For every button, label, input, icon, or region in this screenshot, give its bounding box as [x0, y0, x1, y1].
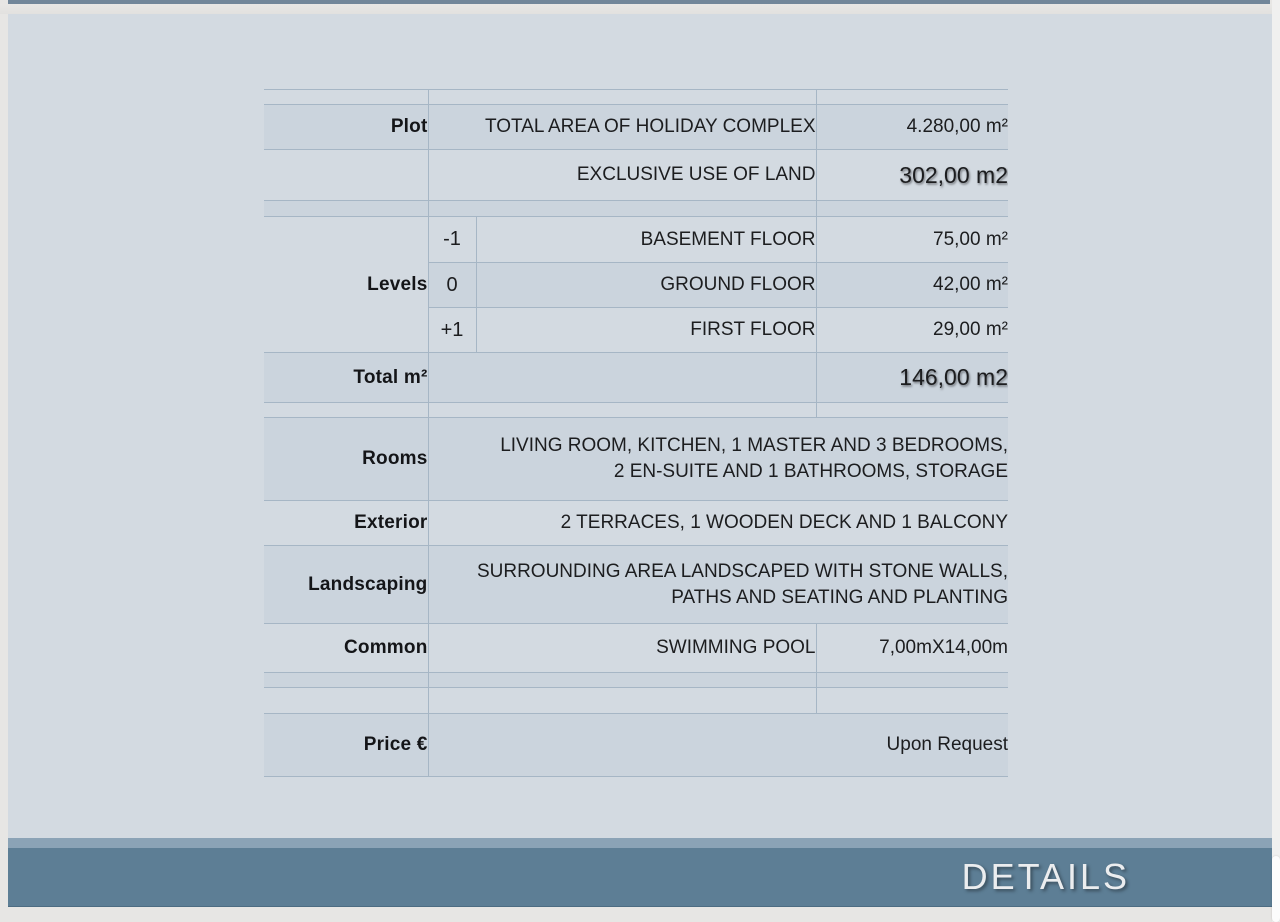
levels-label: Levels	[264, 217, 428, 353]
spacer-row	[264, 673, 1008, 688]
footer-accent-band	[8, 838, 1272, 848]
exclusive-label	[264, 150, 428, 201]
common-description: SWIMMING POOL	[428, 624, 816, 673]
table-row-common	[264, 624, 1008, 673]
ground-floor-area: 42,00 m²	[816, 263, 1008, 308]
spacer-cell	[816, 673, 1008, 688]
rooms-description	[428, 418, 1008, 501]
total-empty-cell	[428, 353, 816, 403]
spacer-cell	[816, 688, 1008, 714]
spacer-cell	[264, 90, 428, 105]
spacer-cell	[428, 201, 816, 217]
spacer-cell	[816, 90, 1008, 105]
top-gap	[0, 4, 1280, 14]
basement-level-number: -1	[428, 217, 476, 263]
spacer-row	[264, 201, 1008, 217]
spacer-row	[264, 403, 1008, 418]
spacer-cell	[264, 673, 428, 688]
first-floor-area: 29,00 m²	[816, 308, 1008, 353]
exterior-label: Exterior	[264, 501, 428, 546]
spacer-cell	[428, 688, 816, 714]
spacer-cell	[264, 688, 428, 714]
table-row-landscaping	[264, 546, 1008, 624]
rooms-description-line2: 2 EN-SUITE AND 1 BATHROOMS, STORAGE	[613, 461, 1008, 482]
table-row-rooms	[264, 418, 1008, 501]
total-value: 146,00 m2	[816, 353, 1008, 403]
table-row-price	[264, 714, 1008, 777]
rooms-label: Rooms	[264, 418, 428, 501]
common-label: Common	[264, 624, 428, 673]
table-row-exterior	[264, 501, 1008, 546]
spacer-cell	[428, 673, 816, 688]
spacer-cell	[264, 201, 428, 217]
spacer-cell	[816, 403, 1008, 418]
ground-floor-name: GROUND FLOOR	[476, 263, 816, 308]
rooms-description-line1: LIVING ROOM, KITCHEN, 1 MASTER AND 3 BEDROOMS,	[500, 435, 1008, 456]
plot-description: TOTAL AREA OF HOLIDAY COMPLEX	[428, 105, 816, 150]
basement-floor-area: 75,00 m²	[816, 217, 1008, 263]
scrollbar-track[interactable]	[1272, 0, 1280, 922]
table-row-basement	[264, 217, 1008, 263]
first-floor-name: FIRST FLOOR	[476, 308, 816, 353]
exclusive-value: 302,00 m2	[816, 150, 1008, 201]
landscaping-description	[428, 546, 1008, 624]
spacer-cell	[264, 403, 428, 418]
basement-floor-name: BASEMENT FLOOR	[476, 217, 816, 263]
spacer-cell	[428, 90, 816, 105]
price-value: Upon Request	[428, 714, 1008, 777]
landscaping-description-line2: PATHS AND SEATING AND PLANTING	[671, 586, 1008, 608]
exclusive-description: EXCLUSIVE USE OF LAND	[428, 150, 816, 201]
landscaping-description-line1: SURROUNDING AREA LANDSCAPED WITH STONE WALLS,	[476, 560, 1008, 582]
exterior-description: 2 TERRACES, 1 WOODEN DECK AND 1 BALCONY	[428, 501, 1008, 546]
details-banner	[8, 848, 1272, 907]
spacer-row	[264, 688, 1008, 714]
spacer-cell	[816, 201, 1008, 217]
table-row-exclusive	[264, 150, 1008, 201]
ground-level-number: 0	[428, 263, 476, 308]
price-label: Price €	[264, 714, 428, 777]
table-row-plot	[264, 105, 1008, 150]
first-level-number: +1	[428, 308, 476, 353]
details-banner-title: DETAILS	[961, 856, 1130, 897]
landscaping-label: Landscaping	[264, 546, 428, 624]
plot-value: 4.280,00 m²	[816, 105, 1008, 150]
property-details-table	[264, 89, 1008, 777]
spacer-row	[264, 90, 1008, 105]
plot-label: Plot	[264, 105, 428, 150]
table-row-total	[264, 353, 1008, 403]
common-value: 7,00mX14,00m	[816, 624, 1008, 673]
scrollbar-thumb[interactable]	[1272, 856, 1280, 922]
spacer-cell	[428, 403, 816, 418]
total-label: Total m²	[264, 353, 428, 403]
